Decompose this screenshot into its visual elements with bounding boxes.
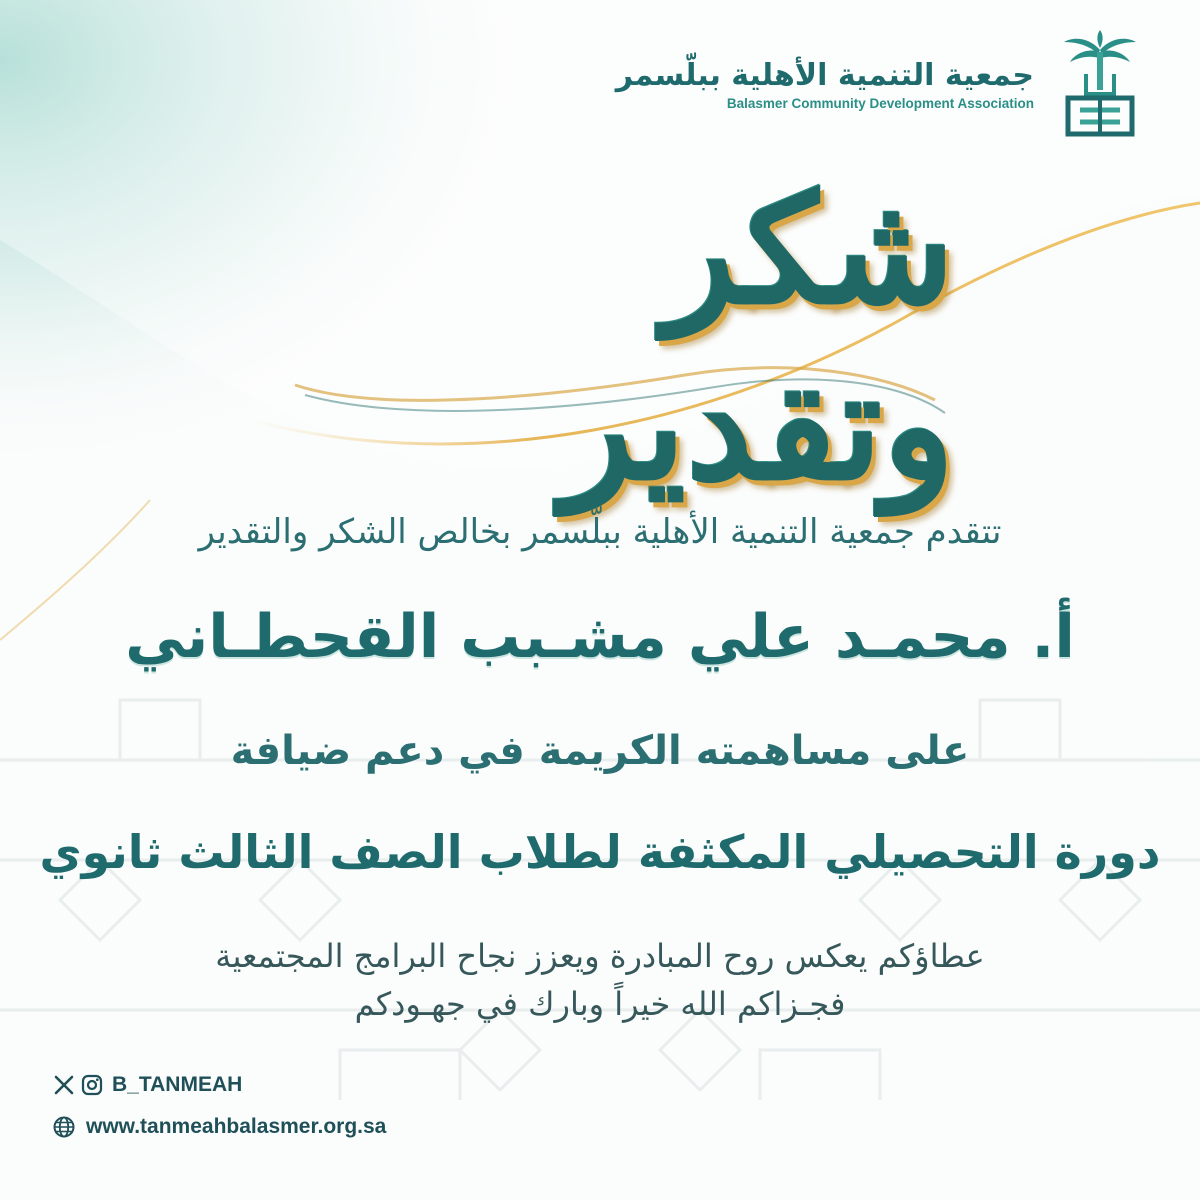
reason-text: على مساهمته الكريمة في دعم ضيافة bbox=[230, 728, 970, 774]
org-name-block bbox=[616, 59, 1034, 111]
intro-text: تتقدم جمعية التنمية الأهلية ببلّسمر بخالص الشكر والتقدير bbox=[198, 512, 1002, 552]
website-link[interactable]: www.tanmeahbalasmer.org.sa bbox=[86, 1115, 387, 1138]
org-logo bbox=[616, 30, 1150, 140]
globe-icon bbox=[52, 1115, 76, 1139]
program-name: دورة التحصيلي المكثفة لطلاب الصف الثالث ثانوي bbox=[39, 825, 1161, 879]
org-name-english: Balasmer Community Development Association bbox=[726, 96, 1034, 111]
x-icon[interactable] bbox=[52, 1073, 76, 1097]
palm-emblem-icon bbox=[1050, 30, 1150, 140]
social-handle: B_TANMEAH bbox=[112, 1073, 243, 1096]
footer-contacts bbox=[52, 1070, 386, 1142]
closing-line-1: عطاؤكم يعكس روح المبادرة ويعزز نجاح البرامج المجتمعية bbox=[215, 937, 985, 975]
closing-line-2: فجـزاكم الله خيراً وبارك في جهـودكم bbox=[354, 985, 846, 1023]
social-handle-row[interactable] bbox=[52, 1070, 386, 1100]
recipient-name: أ. محمـد علي مشـبب القحطـاني bbox=[125, 602, 1075, 672]
website-row[interactable] bbox=[52, 1112, 386, 1142]
title-text: شكر وتقدير bbox=[561, 161, 955, 514]
title-calligraphy bbox=[265, 161, 955, 514]
org-name-arabic: جمعية التنمية الأهلية ببلّسمر bbox=[615, 58, 1034, 93]
instagram-icon[interactable] bbox=[80, 1073, 104, 1097]
